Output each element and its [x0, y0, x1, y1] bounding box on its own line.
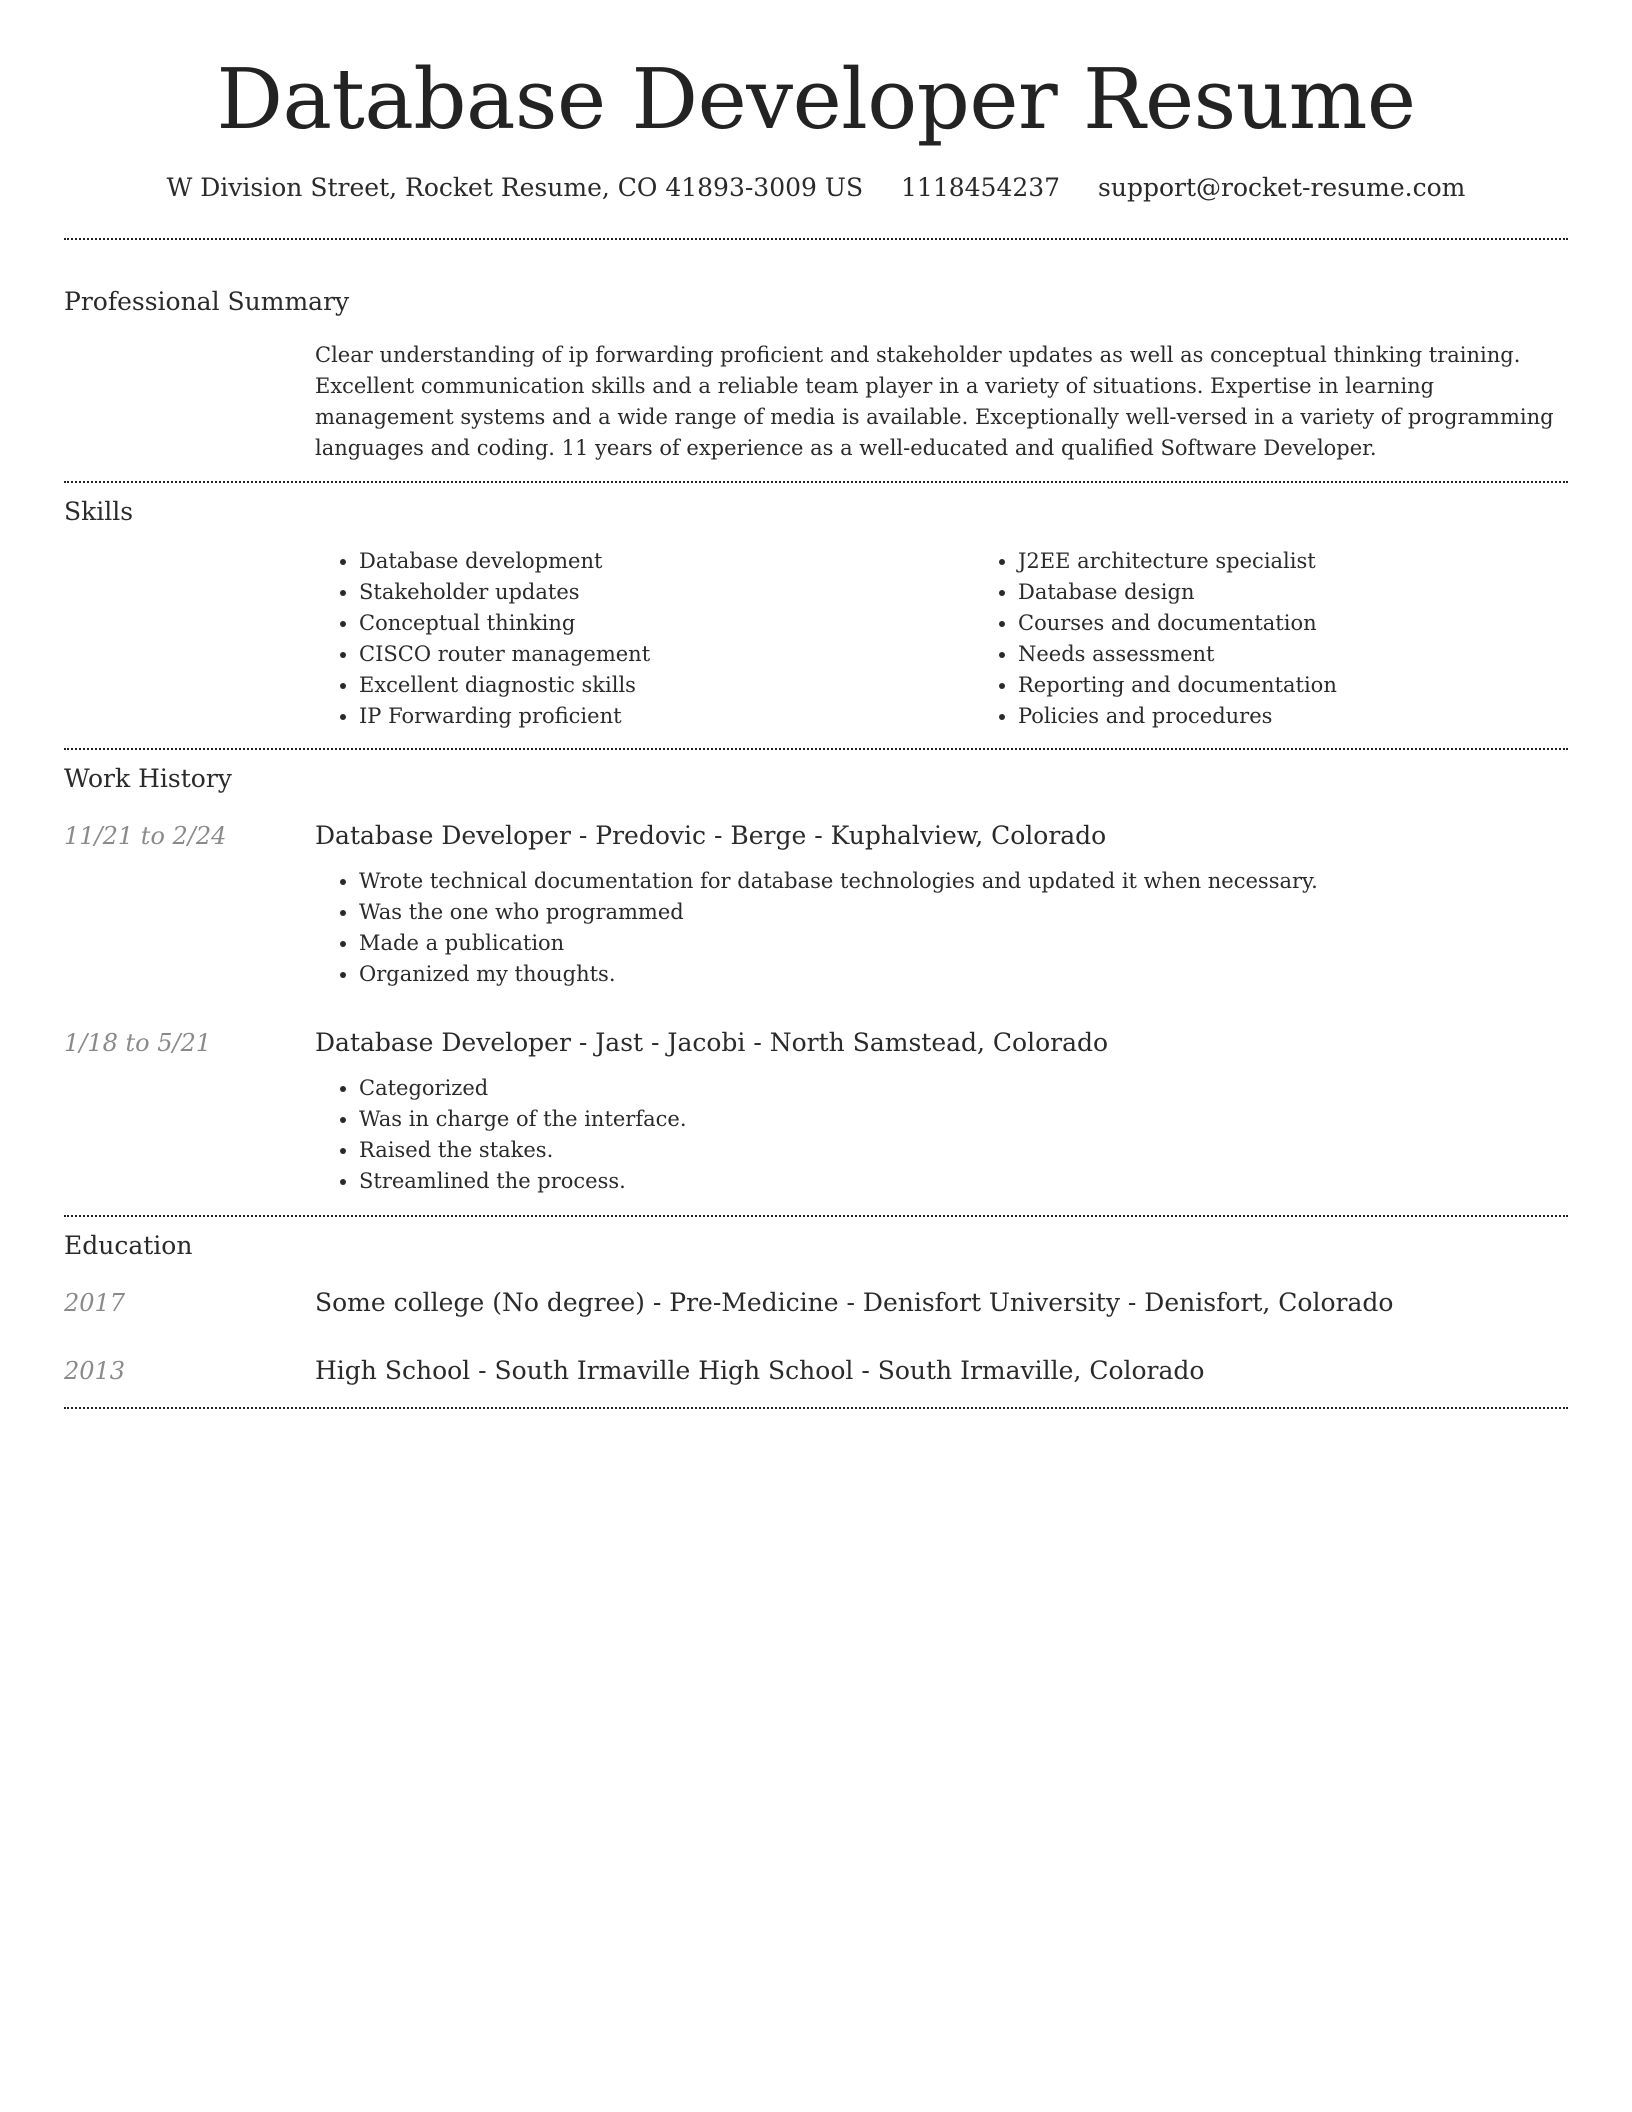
skill-item: • Database development — [359, 546, 974, 577]
skills-list-right — [974, 546, 1632, 732]
skill-item: • Conceptual thinking — [359, 608, 974, 639]
job-bullet: • Was the one who programmed — [359, 897, 1568, 928]
resume-title: Database Developer Resume — [216, 51, 1416, 148]
divider — [64, 238, 1568, 240]
education-details: - South Irmaville High School - South Irmaville, Colorado — [470, 1356, 1205, 1385]
work-section — [64, 763, 1568, 1197]
contact-address: W Division Street, Rocket Resume, CO 41893-3009 US — [166, 173, 864, 202]
job-bullet: • Raised the stakes. — [359, 1135, 1568, 1166]
job-dates: 1/18 to 5/21 — [64, 1029, 212, 1057]
contact-phone: 1118454237 — [901, 173, 1061, 202]
education-section — [64, 1230, 1568, 1387]
job-details: - Jast - Jacobi - North Samstead, Colorado — [570, 1028, 1109, 1057]
divider — [64, 1215, 1568, 1217]
skills-list-left — [315, 546, 974, 732]
divider — [64, 1407, 1568, 1409]
contact-line — [64, 172, 1568, 204]
education-entry — [64, 1355, 1568, 1387]
job-bullet: • Made a publication — [359, 928, 1568, 959]
skill-item: • Courses and documentation — [1018, 608, 1632, 639]
education-heading: Education — [64, 1231, 193, 1260]
skill-item: • Needs assessment — [1018, 639, 1632, 670]
education-title — [315, 1287, 1568, 1319]
contact-email: support@rocket-resume.com — [1098, 173, 1466, 202]
divider — [64, 481, 1568, 483]
divider — [64, 748, 1568, 750]
education-degree: Some college (No degree) - Pre-Medicine — [315, 1288, 839, 1317]
job-bullet: • Categorized — [359, 1073, 1568, 1104]
job-details: - Predovic - Berge - Kuphalview, Colorado — [570, 821, 1107, 850]
job-bullet: • Organized my thoughts. — [359, 959, 1568, 990]
skill-item: • CISCO router management — [359, 639, 974, 670]
education-details: - Denisfort University - Denisfort, Colorado — [838, 1288, 1394, 1317]
skill-item: • Stakeholder updates — [359, 577, 974, 608]
job-entry — [64, 820, 1568, 990]
job-bullets — [315, 866, 1568, 990]
skill-item: • Database design — [1018, 577, 1632, 608]
work-heading: Work History — [64, 764, 232, 793]
skills-section — [64, 496, 1568, 732]
job-role: Database Developer — [315, 821, 571, 850]
skill-item: • IP Forwarding proficient — [359, 701, 974, 732]
summary-text: Clear understanding of ip forwarding proficient and stakeholder updates as well as conceptual thinking training. Excellent communication skills and a reliable team player in a variety of situations. Expertise in learning management systems and a wide range of media is available. Exceptionally well-versed in a variety of programming languages and coding. 11 years of experience as a well-educated and qualified Software Developer. — [315, 343, 1554, 460]
skills-heading: Skills — [64, 497, 134, 526]
skill-item: • J2EE architecture specialist — [1018, 546, 1632, 577]
job-entry — [64, 1027, 1568, 1197]
job-bullet: • Was in charge of the interface. — [359, 1104, 1568, 1135]
education-degree: High School — [315, 1356, 471, 1385]
job-title — [315, 820, 1568, 852]
skill-item: • Excellent diagnostic skills — [359, 670, 974, 701]
education-title — [315, 1355, 1568, 1387]
skill-item: • Reporting and documentation — [1018, 670, 1632, 701]
summary-heading: Professional Summary — [64, 287, 350, 316]
job-dates: 11/21 to 2/24 — [64, 822, 227, 850]
job-bullet: • Streamlined the process. — [359, 1166, 1568, 1197]
education-year: 2017 — [64, 1289, 126, 1317]
skill-item: • Policies and procedures — [1018, 701, 1632, 732]
education-entry — [64, 1287, 1568, 1319]
education-year: 2013 — [64, 1357, 126, 1385]
job-title — [315, 1027, 1568, 1059]
job-bullets — [315, 1073, 1568, 1197]
summary-section — [64, 286, 1568, 464]
job-role: Database Developer — [315, 1028, 571, 1057]
job-bullet: • Wrote technical documentation for database technologies and updated it when necessary. — [359, 866, 1568, 897]
